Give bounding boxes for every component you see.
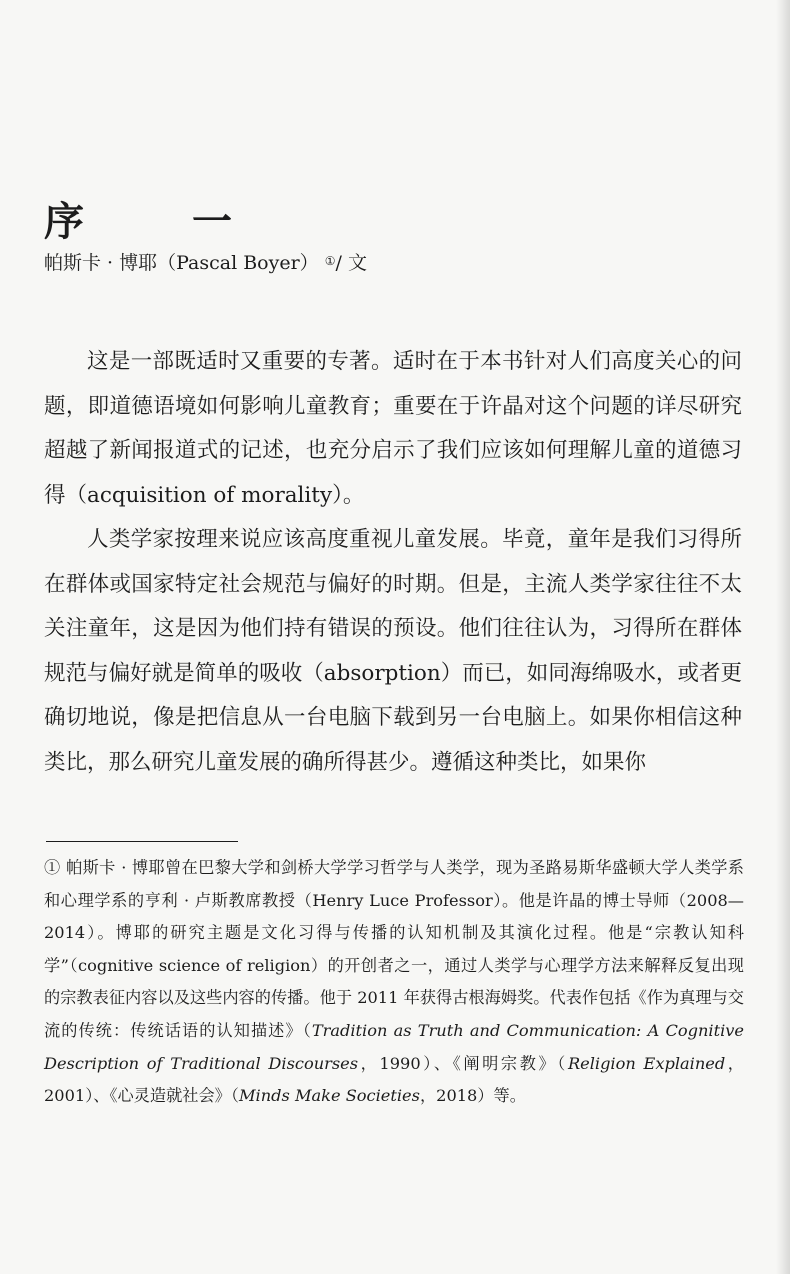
footnote-text: ，1990）、《阐明宗教》（ xyxy=(358,1053,568,1073)
footnote-ref-marker[interactable]: ① xyxy=(324,254,336,268)
footnote-text: ，2001）、《心灵造就社会》（ xyxy=(44,1053,744,1106)
page-edge-shadow xyxy=(776,0,790,1274)
chapter-title: 序 一 xyxy=(44,198,266,245)
footnote-book-title: Religion Explained xyxy=(567,1053,726,1073)
footnote-divider xyxy=(46,841,238,842)
body-text xyxy=(44,340,742,785)
footnote-book-title: Tradition as Truth and Communication: A Cognitive Description of Traditional Discourses xyxy=(44,1020,744,1073)
footnote xyxy=(44,852,744,1113)
body-paragraph: 人类学家按理来说应该高度重视儿童发展。毕竟，童年是我们习得所在群体或国家特定社会规范与偏好的时期。但是，主流人类学家往往不太关注童年，这是因为他们持有错误的预设。他们往往认为，习得所在群体规范与偏好就是简单的吸收（absorption）而已，如同海绵吸水，或者更确切地说，像是把信息从一台电脑下载到另一台电脑上。如果你相信这种类比，那么研究儿童发展的确所得甚少。遵循这种类比，如果你 xyxy=(44,527,742,775)
author-name: 帕斯卡 · 博耶（Pascal Boyer） xyxy=(44,252,319,274)
footnote-book-title: Minds Make Societies xyxy=(238,1086,420,1106)
author-line xyxy=(44,246,367,280)
body-paragraph: 这是一部既适时又重要的专著。适时在于本书针对人们高度关心的问题，即道德语境如何影响儿童教育；重要在于许晶对这个问题的详尽研究超越了新闻报道式的记述，也充分启示了我们应该如何理解儿童的道德习得（acquisition of morality）。 xyxy=(44,349,742,508)
footnote-text: ，2018）等。 xyxy=(419,1086,526,1106)
footnote-text: ① 帕斯卡 · 博耶曾在巴黎大学和剑桥大学学习哲学与人类学，现为圣路易斯华盛顿大学人类学系和心理学系的亨利 · 卢斯教席教授（Henry Luce Professor）。他是许晶的博士导师（2008—2014）。博耶的研究主题是文化习得与传播的认知机制及其演化过程。他是“宗教认知科学”（cognitive science of religion）的开创者之一，通过人类学与心理学方法来解释反复出现的宗教表征内容以及这些内容的传播。他于 2011 年获得古根海姆奖。代表作包括《作为真理与交流的传统：传统话语的认知描述》（ xyxy=(44,858,744,1040)
author-suffix: / 文 xyxy=(335,252,367,274)
